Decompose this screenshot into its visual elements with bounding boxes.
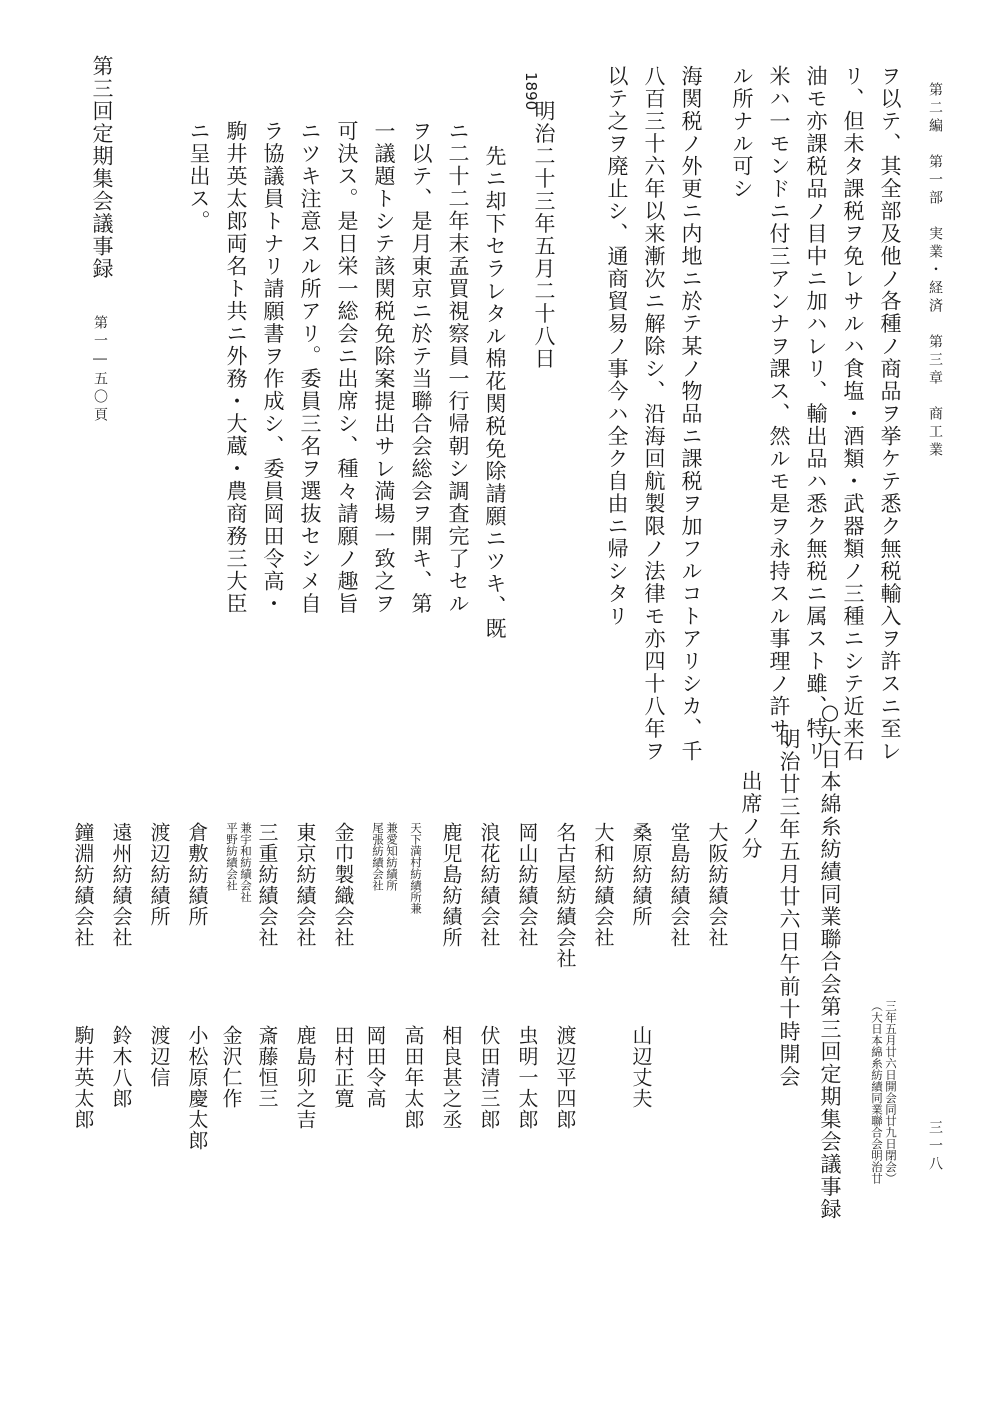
attendee-company: 東京紡績会社 — [293, 822, 317, 948]
narrative-line: ラ協議員トナリ請願書ヲ作成シ、委員岡田令高・ — [261, 120, 285, 615]
attendee-company: 名古屋紡績会社 — [553, 822, 577, 969]
attendee-company: 大和紡績会社 — [591, 822, 615, 948]
narrative-line: 一議題トシテ該関税免除案提出サレ満場一致之ヲ — [372, 120, 396, 615]
body-line: 以テ之ヲ廃止シ、通商貿易ノ事今ハ全ク自由ニ帰シタリ — [605, 65, 629, 628]
attendee-member: 虫明一太郎 — [515, 1025, 539, 1130]
title-note: 三年五月廿六日開会同廿九日閉会） — [884, 1000, 898, 1184]
body-line: 油モ亦課税品ノ目中ニ加ハレリ、輸出品ハ悉ク無税ニ属スト雖、特リ — [804, 65, 828, 763]
attendee-member: 鹿島卯之吉 — [293, 1025, 317, 1130]
body-line: 八百三十六年以来漸次ニ解除シ、沿海回航製限ノ法律モ亦四十八年ヲ — [642, 65, 666, 763]
page-number: 三一八 — [927, 1120, 943, 1174]
narrative-line: ニツキ注意スル所アリ。委員三名ヲ選抜セシメ自 — [298, 120, 322, 615]
year-annotation: 1890 — [522, 72, 540, 111]
attendee-company-sub: 平野紡績会社 — [225, 822, 239, 891]
body-line: 米ハ一モンドニ付三アンナヲ課ス、然ルモ是ヲ永持スル事理ノ許サ、 — [767, 65, 791, 763]
narrative-line: 可決ス。是日栄一総会ニ出席シ、種々請願ノ趣旨 — [335, 120, 359, 615]
attendee-member: 渡辺平四郎 — [553, 1025, 577, 1130]
attendee-company: 遠州紡績会社 — [109, 822, 133, 948]
attendee-company: 三重紡績会社 — [255, 822, 279, 948]
attendee-member: 高田年太郎 — [401, 1025, 425, 1130]
attendee-company: 桑原紡績所 — [629, 822, 653, 927]
attendee-company-sub: 兼愛知紡績所 — [385, 822, 399, 891]
body-line: ヲ以テ、其全部及他ノ各種ノ商品ヲ挙ケテ悉ク無税輸入ヲ許スニ至レ — [878, 65, 902, 763]
title-note: （大日本綿糸紡績同業聯合会明治廿 — [870, 1000, 884, 1184]
attendee-company-sub: 兼宇和紡績会社 — [239, 822, 253, 903]
attendee-company: 金巾製織会社 — [331, 822, 355, 948]
attendee-member: 山辺丈夫 — [629, 1025, 653, 1109]
attendee-member: 斎藤恒三 — [255, 1025, 279, 1109]
body-line: リ、但未タ課税ヲ免レサルハ食塩・酒類・武器類ノ三種ニシテ近来石 — [841, 65, 865, 763]
attendee-member: 渡辺信 — [147, 1025, 171, 1088]
attendee-company-sub: 尾張紡績会社 — [371, 822, 385, 891]
attendee-member: 田村正寛 — [331, 1025, 355, 1109]
date-heading: 明治二十三年五月二十八日 — [532, 100, 556, 370]
attendee-company: 鹿児島紡績所 — [439, 822, 463, 948]
body-line: ル所ナル可シ — [730, 65, 754, 200]
attendee-member: 駒井英太郎 — [71, 1025, 95, 1130]
attendee-company: 岡山紡績会社 — [515, 822, 539, 948]
attendance-label: 出席ノ分 — [739, 770, 763, 860]
running-header: 第二編 第一部 実業・経済 第三章 商工業 — [927, 82, 943, 460]
attendee-company: 堂島紡績会社 — [667, 822, 691, 948]
attendee-company: 渡辺紡績所 — [147, 822, 171, 927]
body-line: 海関税ノ外更ニ内地ニ於テ某ノ物品ニ課税ヲ加フルコトアリシカ、千 — [679, 65, 703, 763]
attendee-member: 鈴木八郎 — [109, 1025, 133, 1109]
attendee-company-sub: 天下満村紡績所兼 — [409, 822, 423, 914]
source-page: 第一―五〇頁 — [92, 315, 108, 425]
attendee-company: 倉敷紡績所 — [185, 822, 209, 927]
narrative-line: 駒井英太郎両名ト共ニ外務・大蔵・農商務三大臣 — [224, 120, 248, 615]
source-title: 第三回定期集会議事録 — [90, 55, 114, 280]
narrative-line: ニ二十二年末孟買視察員一行帰朝シ調査完了セル — [446, 120, 470, 615]
opening-line: 明治廿三年五月廿六日午前十時開会 — [777, 728, 801, 1088]
attendee-company: 大阪紡績会社 — [705, 822, 729, 948]
attendee-company: 浪花紡績会社 — [477, 822, 501, 948]
attendee-member: 相良甚之丞 — [439, 1025, 463, 1130]
attendee-member: 金沢仁作 — [219, 1025, 243, 1109]
narrative-line: ヲ以テ、是月東京ニ於テ当聯合会総会ヲ開キ、第 — [409, 120, 433, 615]
attendee-member: 伏田清三郎 — [477, 1025, 501, 1130]
attendee-member: 小松原慶太郎 — [185, 1025, 209, 1151]
attendee-member: 岡田令高 — [363, 1025, 387, 1109]
narrative-line: ニ呈出ス。 — [187, 120, 211, 233]
document-title: ○大日本綿糸紡績同業聯合会第三回定期集会議事録 — [818, 700, 842, 1221]
narrative-line: 先ニ却下セラレタル棉花関税免除請願ニツキ、既 — [483, 145, 507, 640]
attendee-company: 鐘淵紡績会社 — [71, 822, 95, 948]
